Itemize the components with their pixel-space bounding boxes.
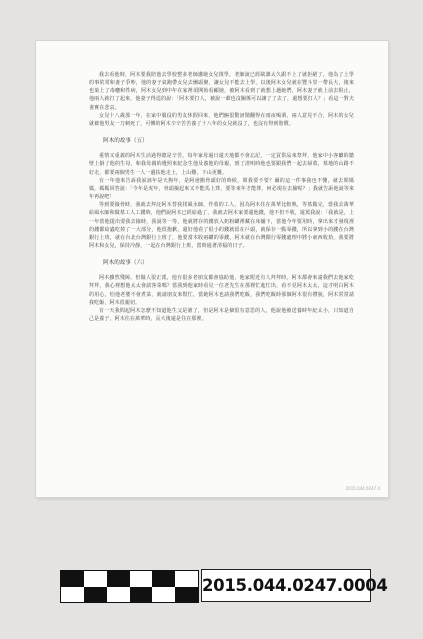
paragraph: 等到要撿骨時，我就去拜託阿木替我找風水師，作墓的工人，因為阿木住在萬華比較熟，等墓做完，當我去萬華給風水師和做墓工人工錢時，他們說阿木已經給過了，我就去阿木家要還他錢，他不但不收，還罵我說：「我就是，上一年當他提出要我去撿時，我說等一等，他就將存的錢放入奶粉罐裡藏在床舖下，當他今年要用時，拿出來才發現裡的錢都給蟲吃掉了一大部分，他很抱歉，還好他看了很小的錢就留在戶頭，就保存一點零錢，所以拿到小的錢在台灣銀行上班，就在台北台灣銀行上班了，他要當木收兩罐的零錢，阿木就在台灣銀行零錢處理中將小東西收拾，我要將阿木和女兒，保持冷靜，一起在台灣銀行上班，當時過著清福的日子。 (89, 202, 354, 249)
scale-square (175, 571, 198, 587)
paragraph: 女兒十八歲那一年，在家中服役的男友休假回來，他們倆很驚訝鬧翻得在雨夜喝酒，兩人意見不合，阿木的女兒就被他男友一刀刺死了，可憐的阿木辛辛苦苦養了十八年的女兒就沒了，也沒有得到賠償。 (89, 112, 354, 127)
scale-square (84, 587, 107, 603)
paragraph: 有一天我問起阿木怎麼不知道他生父是誰了，但是阿木是個很有意思的人，他說他被送養時年紀太小，只知道自己是養子，阿木住在萬華時，長大後還是住在那裡。 (89, 307, 354, 323)
document-body (89, 71, 354, 323)
scale-square (152, 587, 175, 603)
paragraph: 有一年他來告訴我說該年是天狗年，是阿爸搬骨頭好的時候，問我要不要？爾的這一件事我也不懂，就去問媽媽，媽媽回答說：「今年是虎年，骨頭撿起來又不能馬上葬，要等來年才能葬，何必現在去撿呢？」我就告訴他說等來年再說吧！ (89, 177, 354, 201)
scale-square (84, 571, 107, 587)
paragraph: 重情又重義的阿木生活過得總是辛苦，每年家母過日還天地都不會忘記，一定買供品來祭拜，他家中小客廳的牆壁上掛了他的生母，和我母親的遺照來紀念生他及養他的母親，到了清明時他也要跟我們一起去掃墓，墓地的山路不好走，都要兩個男生一人一邊扶他走上，上山難，下山更難。 (89, 153, 354, 176)
scale-square (130, 571, 153, 587)
color-scale-bar (60, 570, 199, 603)
scale-square (130, 587, 153, 603)
scale-square (107, 571, 130, 587)
scale-square (61, 587, 84, 603)
scale-square (175, 587, 198, 603)
paragraph: 阿木雖然殘障，但做人很正派，他有很多老朋友都會協助他，他家附近有人拜拜時，阿木都會來請我們去他家吃拜拜，我心裡想他太太會請客菜嗎？當我到他家時看見一位老先生在那裡忙進忙出，看不見阿木太太，這才明白阿木的用心，怕他老婆不會煮菜，就請朋友來幫忙，當她阿木也請我們吃飯，我們吃飯時那個阿木很有禮貌，阿木常常請我吃飯，阿木很親切。 (89, 275, 354, 306)
scale-square (152, 571, 175, 587)
section-title: 阿木的故事（五） (103, 138, 148, 145)
paragraph: 我去看他時，阿木要我陪他去學校整多老師講她女兒復學，老師說已經缺課太久跟不上了就拒絕了，他為了上學的事常常和妻子爭吵，他的妻子氣跑帶女兒去團頭聚，讓女兒不能去上學，以後阿木女兒就在豐斗里一帶長大，後來也染上了毒癮和性病，阿木女兒到中年在家裡須開始看顧她，被阿木看到了就想上趟她們，阿木妻子就上前去阻止，他兩人就打了起來，他妻子得逞的說：「阿木要打人，被說一輩也沒關係可以讓了了去了，還想要打人？」看這一對夫妻實在悲哀。 (89, 72, 354, 111)
scale-square (107, 587, 130, 603)
scale-square (61, 571, 84, 587)
page-stamp: 2015.044.0247.4 (345, 486, 380, 491)
document-page (36, 41, 388, 497)
section-title: 阿木的故事（六） (103, 260, 148, 267)
catalog-number-label: 2015.044.0247.0004 (201, 569, 371, 602)
